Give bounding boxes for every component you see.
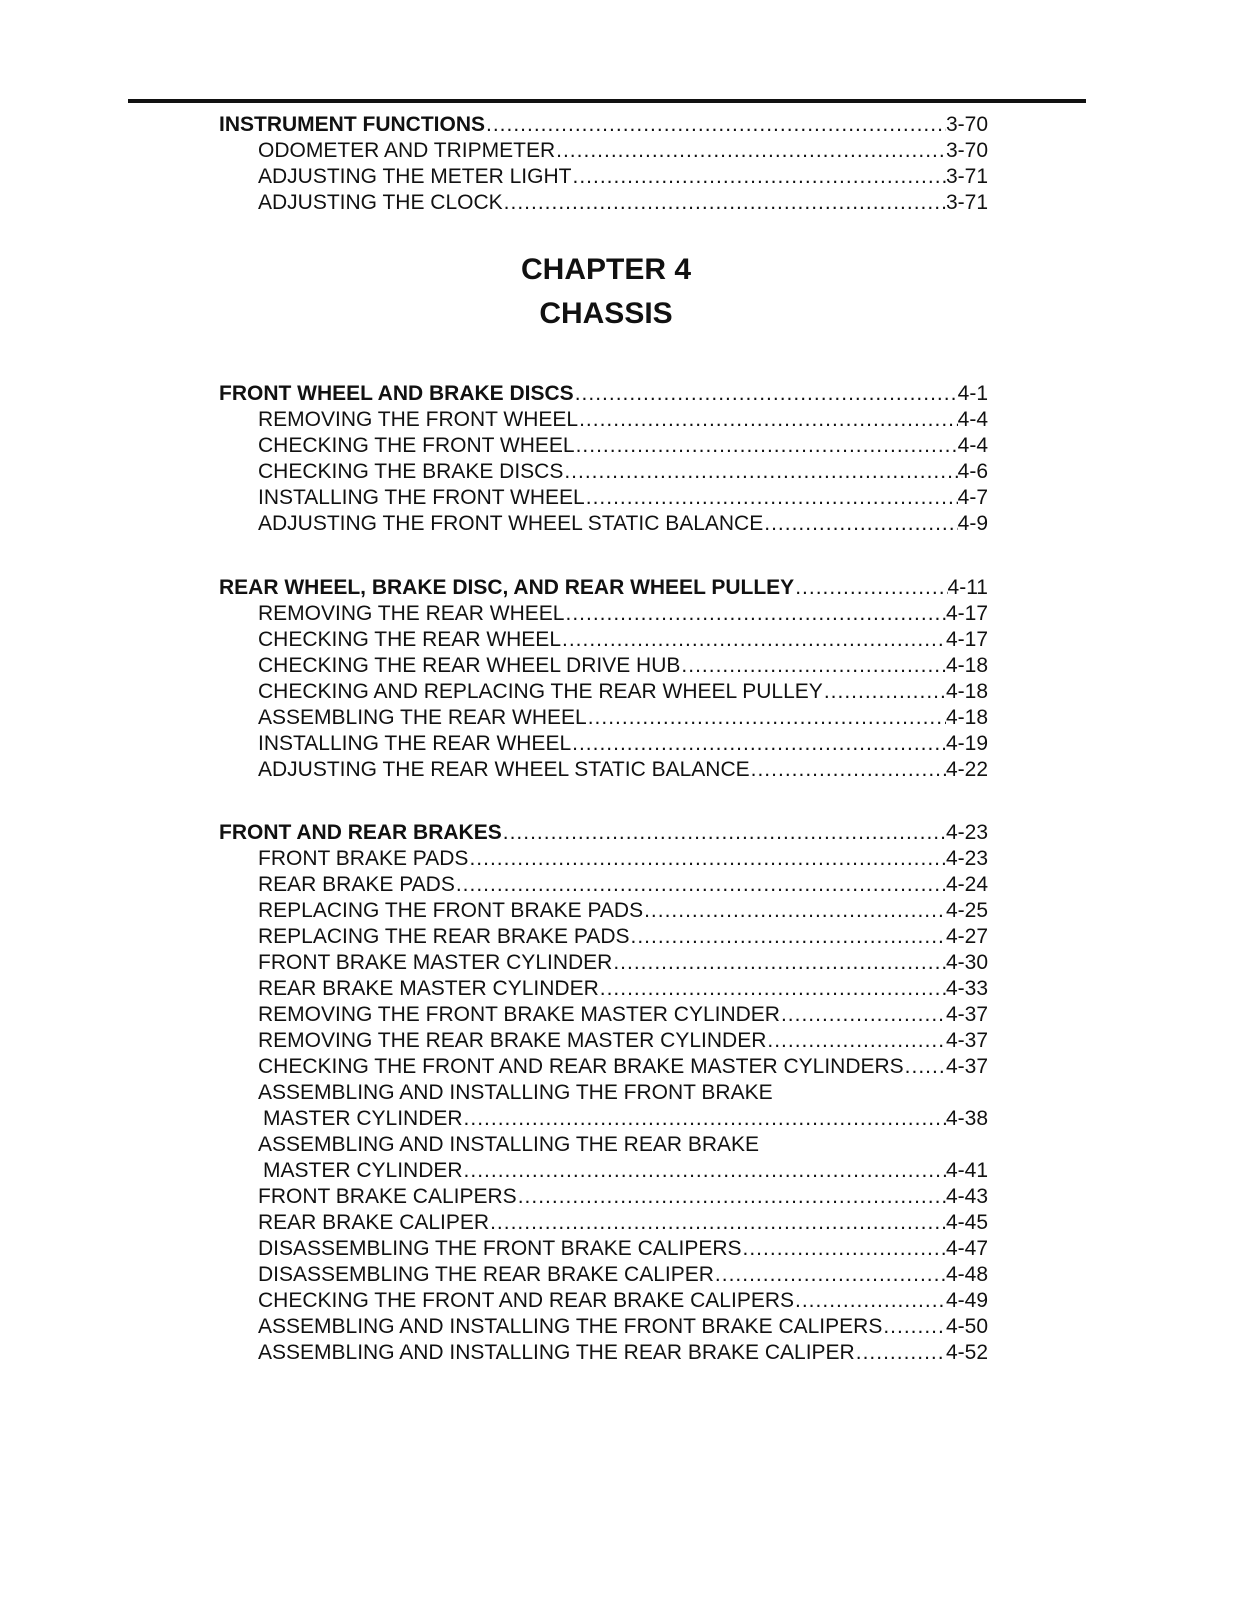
toc-page-number: 3-70	[945, 113, 988, 136]
dot-leader	[571, 164, 945, 190]
dot-leader	[904, 1054, 946, 1080]
dot-leader	[517, 1184, 946, 1210]
toc-page-number: 4-23	[945, 821, 988, 844]
toc-entry-title: ASSEMBLING THE REAR WHEEL	[258, 706, 587, 729]
dot-leader	[468, 846, 946, 872]
toc-page-number: 4-22	[945, 758, 988, 781]
dot-leader	[489, 1210, 946, 1236]
toc-section-instrument	[219, 112, 988, 216]
toc-page-number: 4-17	[945, 602, 988, 625]
toc-entry[interactable]	[219, 407, 988, 433]
dot-leader	[555, 138, 946, 164]
toc-heading-title: FRONT WHEEL AND BRAKE DISCS	[219, 382, 574, 405]
toc-entry[interactable]	[219, 1002, 988, 1028]
dot-leader	[823, 679, 946, 705]
toc-page-number: 4-19	[945, 732, 988, 755]
toc-entry[interactable]	[219, 757, 988, 783]
toc-entry-title: REMOVING THE REAR WHEEL	[258, 602, 565, 625]
dot-leader	[565, 601, 946, 627]
toc-heading-title: FRONT AND REAR BRAKES	[219, 821, 502, 844]
toc-entry[interactable]	[219, 627, 988, 653]
toc-entry-title: ASSEMBLING AND INSTALLING THE REAR BRAKE CALIPER	[258, 1341, 855, 1364]
toc-entry[interactable]	[219, 1054, 988, 1080]
toc-page-number: 4-17	[945, 628, 988, 651]
toc-heading[interactable]	[219, 112, 988, 138]
toc-entry-title: CHECKING THE REAR WHEEL	[258, 628, 561, 651]
toc-entry-title: REMOVING THE FRONT BRAKE MASTER CYLINDER	[258, 1003, 780, 1026]
toc-page-number: 4-43	[945, 1185, 988, 1208]
toc-page-number: 4-18	[945, 680, 988, 703]
toc-section-rear-wheel	[219, 575, 988, 783]
toc-page-number: 4-7	[957, 486, 988, 509]
dot-leader	[575, 433, 958, 459]
toc-page-number: 4-4	[957, 434, 988, 457]
toc-entry[interactable]	[219, 1288, 988, 1314]
toc-page-number: 4-49	[945, 1289, 988, 1312]
toc-entry-title: REMOVING THE FRONT WHEEL	[258, 408, 579, 431]
toc-entry[interactable]	[219, 511, 988, 537]
toc-entry[interactable]	[219, 459, 988, 485]
toc-entry[interactable]	[219, 950, 988, 976]
toc-entry-title-continuation: MASTER CYLINDER	[263, 1107, 463, 1130]
toc-page-number: 4-27	[945, 925, 988, 948]
toc-heading-title: REAR WHEEL, BRAKE DISC, AND REAR WHEEL PULLEY	[219, 576, 795, 599]
dot-leader	[574, 381, 958, 407]
toc-entry[interactable]	[219, 898, 988, 924]
toc-entry[interactable]	[219, 485, 988, 511]
toc-heading[interactable]	[219, 381, 988, 407]
toc-page-number: 3-71	[945, 165, 988, 188]
chapter-name-heading: CHASSIS	[539, 297, 673, 330]
toc-page-number: 3-71	[945, 191, 988, 214]
toc-entry-title: ASSEMBLING AND INSTALLING THE FRONT BRAKE	[258, 1081, 773, 1104]
dot-leader	[587, 705, 946, 731]
toc-page-number: 4-11	[947, 576, 988, 599]
toc-entry-title: CHECKING THE FRONT AND REAR BRAKE CALIPERS	[258, 1289, 795, 1312]
toc-entry-continuation[interactable]	[219, 1158, 988, 1184]
toc-entry[interactable]	[219, 846, 988, 872]
toc-page-number: 4-38	[945, 1107, 988, 1130]
toc-entry-title: CHECKING THE BRAKE DISCS	[258, 460, 564, 483]
dot-leader	[485, 112, 946, 138]
toc-entry-title: ASSEMBLING AND INSTALLING THE FRONT BRAKE CALIPERS	[258, 1315, 883, 1338]
toc-entry-title: FRONT BRAKE PADS	[258, 847, 469, 870]
chapter-number-heading: CHAPTER 4	[520, 253, 692, 286]
toc-page-number: 4-37	[945, 1055, 988, 1078]
dot-leader	[630, 924, 946, 950]
toc-entry-title: FRONT BRAKE MASTER CYLINDER	[258, 951, 613, 974]
toc-entry[interactable]	[219, 1236, 988, 1262]
dot-leader	[502, 820, 946, 846]
toc-entry-title: CHECKING AND REPLACING THE REAR WHEEL PULLEY	[258, 680, 823, 703]
dot-leader	[855, 1340, 946, 1366]
dot-leader	[643, 898, 946, 924]
toc-entry[interactable]	[219, 705, 988, 731]
toc-entry[interactable]	[219, 679, 988, 705]
dot-leader	[766, 1028, 946, 1054]
toc-page-number: 4-33	[945, 977, 988, 1000]
dot-leader	[763, 511, 957, 537]
toc-entry-continuation[interactable]	[219, 1106, 988, 1132]
toc-section-front-wheel	[219, 381, 988, 537]
toc-entry-title: REPLACING THE REAR BRAKE PADS	[258, 925, 630, 948]
toc-page-number: 4-37	[945, 1003, 988, 1026]
toc-entry-title: REAR BRAKE PADS	[258, 873, 455, 896]
toc-page-number: 4-18	[945, 706, 988, 729]
toc-heading-title: INSTRUMENT FUNCTIONS	[219, 113, 485, 136]
toc-entry[interactable]	[219, 1028, 988, 1054]
toc-section-brakes	[219, 820, 988, 1366]
dot-leader	[794, 1288, 946, 1314]
toc-entry[interactable]	[219, 433, 988, 459]
dot-leader	[599, 976, 946, 1002]
toc-entry-title: ADJUSTING THE FRONT WHEEL STATIC BALANCE	[258, 512, 764, 535]
toc-entry-first-line[interactable]	[219, 1080, 988, 1106]
dot-leader	[585, 485, 958, 511]
toc-entry[interactable]	[219, 164, 988, 190]
toc-page-number: 3-70	[945, 139, 988, 162]
toc-entry-title: CHECKING THE FRONT AND REAR BRAKE MASTER CYLINDERS	[258, 1055, 904, 1078]
toc-page-number: 4-41	[945, 1159, 988, 1182]
toc-page-number: 4-50	[945, 1315, 988, 1338]
toc-page-number: 4-25	[945, 899, 988, 922]
toc-entry[interactable]	[219, 731, 988, 757]
toc-entry-title: INSTALLING THE REAR WHEEL	[258, 732, 572, 755]
toc-page-number: 4-9	[957, 512, 988, 535]
toc-page-number: 4-52	[945, 1341, 988, 1364]
top-rule	[128, 99, 1086, 103]
toc-entry-title: REMOVING THE REAR BRAKE MASTER CYLINDER	[258, 1029, 767, 1052]
toc-entry-title: CHECKING THE REAR WHEEL DRIVE HUB	[258, 654, 681, 677]
toc-entry[interactable]	[219, 976, 988, 1002]
toc-entry[interactable]	[219, 924, 988, 950]
toc-page-number: 4-45	[945, 1211, 988, 1234]
toc-entry-title: FRONT BRAKE CALIPERS	[258, 1185, 517, 1208]
toc-page-number: 4-1	[957, 382, 988, 405]
toc-entry[interactable]	[219, 138, 988, 164]
toc-entry[interactable]	[219, 1314, 988, 1340]
toc-heading[interactable]	[219, 820, 988, 846]
toc-entry[interactable]	[219, 601, 988, 627]
dot-leader	[455, 872, 946, 898]
toc-entry-title: ADJUSTING THE CLOCK	[258, 191, 503, 214]
toc-entry-title: DISASSEMBLING THE REAR BRAKE CALIPER	[258, 1263, 714, 1286]
toc-entry-title: REPLACING THE FRONT BRAKE PADS	[258, 899, 644, 922]
dot-leader	[503, 190, 946, 216]
dot-leader	[578, 407, 958, 433]
toc-page-number: 4-48	[945, 1263, 988, 1286]
toc-entry-title: ASSEMBLING AND INSTALLING THE REAR BRAKE	[258, 1133, 760, 1156]
dot-leader	[561, 627, 946, 653]
toc-page-number: 4-37	[945, 1029, 988, 1052]
toc-entry[interactable]	[219, 1184, 988, 1210]
dot-leader	[742, 1236, 946, 1262]
toc-entry[interactable]	[219, 872, 988, 898]
dot-leader	[714, 1262, 946, 1288]
toc-entry-title: CHECKING THE FRONT WHEEL	[258, 434, 575, 457]
toc-entry[interactable]	[219, 1210, 988, 1236]
toc-entry[interactable]	[219, 1262, 988, 1288]
dot-leader	[882, 1314, 946, 1340]
toc-entry-title: INSTALLING THE FRONT WHEEL	[258, 486, 585, 509]
toc-entry[interactable]	[219, 190, 988, 216]
toc-entry-title: ADJUSTING THE METER LIGHT	[258, 165, 572, 188]
toc-heading[interactable]	[219, 575, 988, 601]
dot-leader	[571, 731, 946, 757]
dot-leader	[780, 1002, 946, 1028]
toc-page-number: 4-24	[945, 873, 988, 896]
toc-entry-title: ADJUSTING THE REAR WHEEL STATIC BALANCE	[258, 758, 750, 781]
toc-page-number: 4-4	[957, 408, 988, 431]
toc-page-number: 4-47	[945, 1237, 988, 1260]
dot-leader	[680, 653, 946, 679]
dot-leader	[794, 575, 947, 601]
toc-entry[interactable]	[219, 1340, 988, 1366]
dot-leader	[563, 459, 957, 485]
toc-page-number: 4-6	[957, 460, 988, 483]
toc-page-number: 4-18	[945, 654, 988, 677]
toc-entry-title: REAR BRAKE MASTER CYLINDER	[258, 977, 599, 1000]
dot-leader	[612, 950, 946, 976]
toc-entry-title: REAR BRAKE CALIPER	[258, 1211, 490, 1234]
toc-entry-title: ODOMETER AND TRIPMETER	[258, 139, 556, 162]
toc-page-number: 4-23	[945, 847, 988, 870]
toc-entry[interactable]	[219, 653, 988, 679]
dot-leader	[463, 1158, 946, 1184]
toc-page-number: 4-30	[945, 951, 988, 974]
toc-entry-title: DISASSEMBLING THE FRONT BRAKE CALIPERS	[258, 1237, 742, 1260]
dot-leader	[463, 1106, 946, 1132]
toc-entry-title-continuation: MASTER CYLINDER	[263, 1159, 463, 1182]
dot-leader	[750, 757, 946, 783]
toc-entry-first-line[interactable]	[219, 1132, 988, 1158]
